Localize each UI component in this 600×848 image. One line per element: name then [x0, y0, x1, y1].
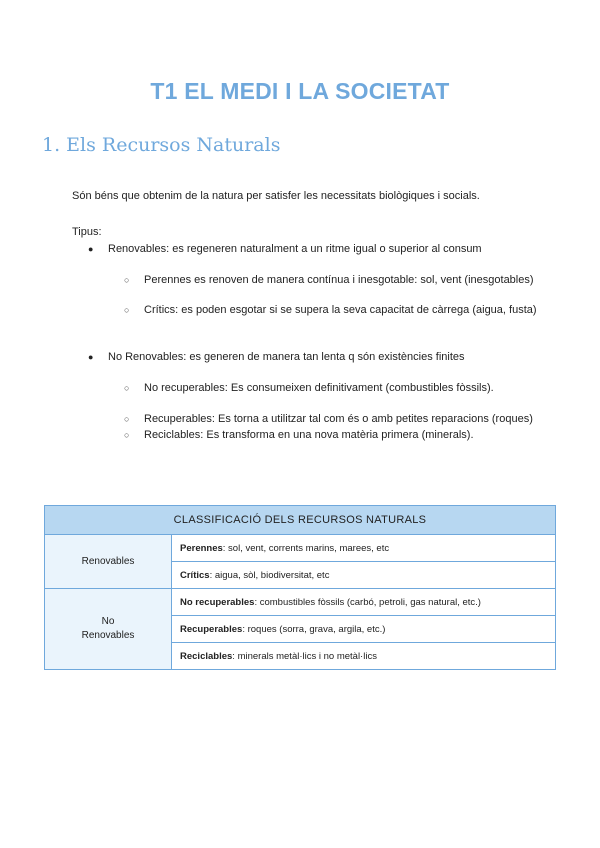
sub-list-item — [124, 274, 534, 286]
table-cell — [172, 589, 556, 616]
intro-paragraph: Són béns que obtenim de la natura per satisfer les necessitats biològiques i socials. — [72, 190, 480, 202]
sub-list-item-text: Crítics: es poden esgotar si se supera la seva capacitat de càrrega (aigua, fusta) — [144, 304, 537, 316]
category-cell-no-renovables — [45, 589, 172, 670]
description: : combustibles fòssils (carbó, petroli, gas natural, etc.) — [254, 596, 481, 608]
types-label: Tipus: — [72, 226, 102, 238]
description: : minerals metàl·lics i no metàl·lics — [232, 650, 377, 662]
bullet-circle-icon: ○ — [124, 430, 130, 440]
bullet-circle-icon: ○ — [124, 305, 130, 315]
sub-list-item — [124, 382, 494, 394]
category-cell-renovables: Renovables — [45, 535, 172, 589]
category-line: No — [101, 616, 115, 627]
term: Recuperables — [180, 623, 243, 635]
sub-list-item-text: Perennes es renoven de manera contínua i inesgotable: sol, vent (inesgotables) — [144, 274, 534, 286]
bullet-dot-icon: ● — [88, 244, 94, 254]
table-row — [45, 535, 556, 562]
sub-list-item — [124, 429, 474, 441]
bullet-dot-icon: ● — [88, 352, 94, 362]
bullet-circle-icon: ○ — [124, 414, 130, 424]
list-item-text: Renovables: es regeneren naturalment a un ritme igual o superior al consum — [108, 243, 482, 255]
bullet-circle-icon: ○ — [124, 275, 130, 285]
sub-list-item — [124, 413, 533, 425]
list-item-renovables — [88, 243, 482, 255]
table-header-row — [45, 506, 556, 535]
term: Reciclables — [180, 650, 233, 662]
table-row — [45, 589, 556, 616]
sub-list-item-text: No recuperables: Es consumeixen definitivament (combustibles fòssils). — [144, 382, 494, 394]
description: : sol, vent, corrents marins, marees, etc — [222, 542, 390, 554]
term: Perennes — [180, 542, 223, 554]
bullet-circle-icon: ○ — [124, 383, 130, 393]
list-item-no-renovables — [88, 351, 465, 363]
table-cell — [172, 616, 556, 643]
table-cell — [172, 562, 556, 589]
category-line: Renovables — [81, 630, 135, 641]
section-heading: 1. Els Recursos Naturals — [42, 134, 281, 156]
classification-table — [44, 505, 556, 670]
page-title: T1 EL MEDI I LA SOCIETAT — [150, 78, 450, 104]
sub-list-item-text: Recuperables: Es torna a utilitzar tal com és o amb petites reparacions (roques) — [144, 413, 533, 425]
sub-list-item-text: Reciclables: Es transforma en una nova matèria primera (minerals). — [144, 429, 474, 441]
list-item-text: No Renovables: es generen de manera tan lenta q són existències finites — [108, 351, 465, 363]
term: Crítics — [180, 569, 210, 581]
table-cell — [172, 643, 556, 670]
sub-list-item — [124, 304, 537, 316]
table-cell — [172, 535, 556, 562]
table-header: CLASSIFICACIÓ DELS RECURSOS NATURALS — [45, 506, 556, 535]
term: No recuperables — [180, 596, 255, 608]
description: : aigua, sòl, biodiversitat, etc — [209, 569, 330, 581]
description: : roques (sorra, grava, argila, etc.) — [242, 623, 386, 635]
